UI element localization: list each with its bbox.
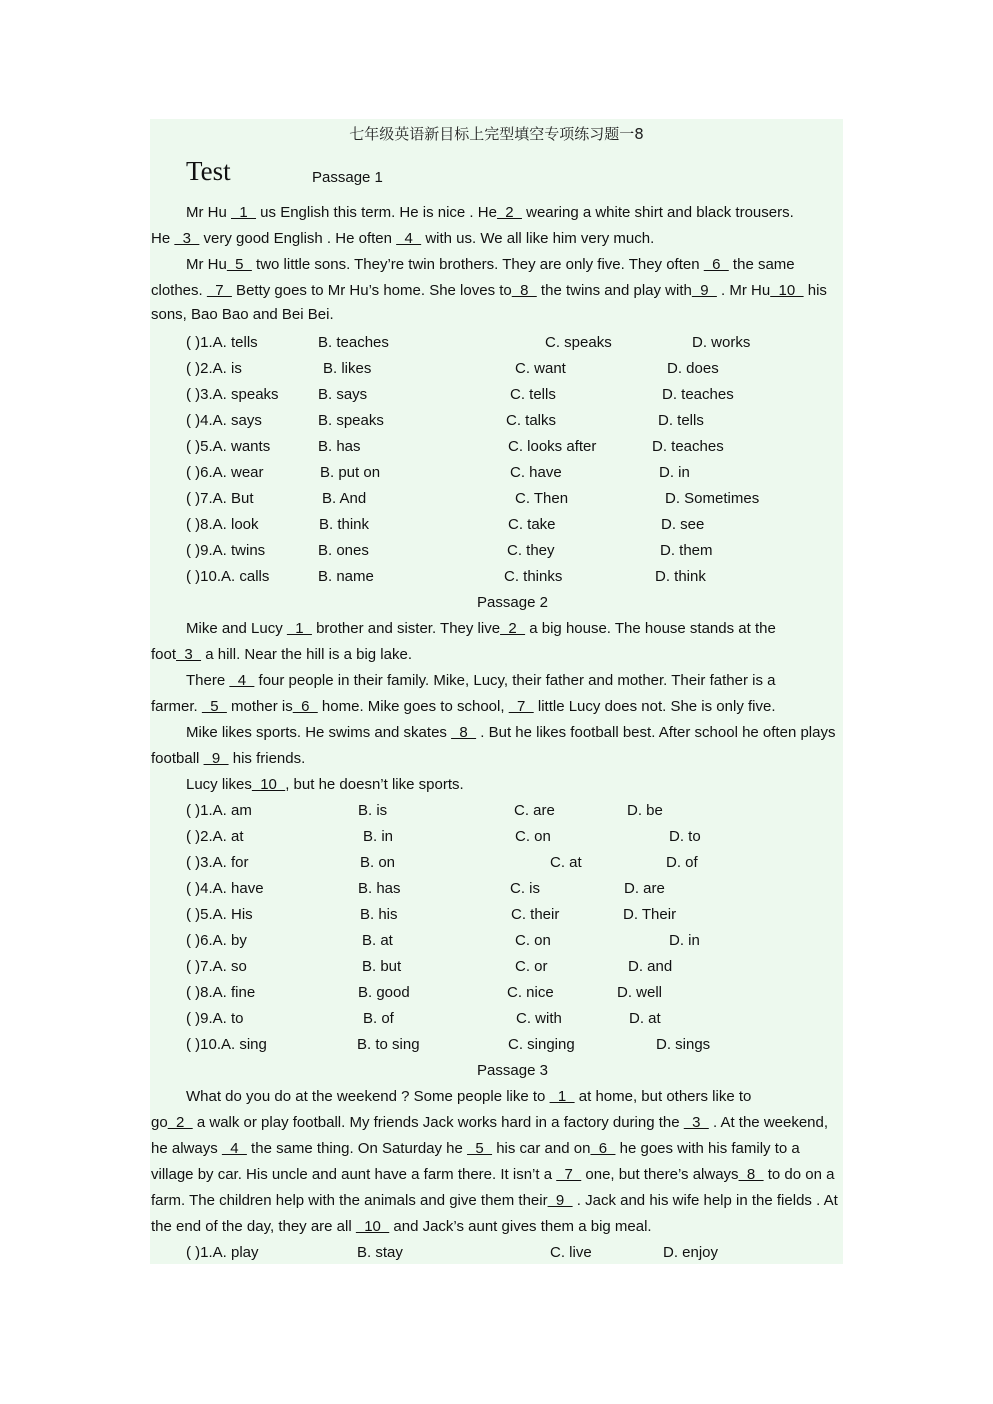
question-option: C. tells <box>510 386 556 403</box>
question-option: B. on <box>360 854 396 871</box>
question-option-a: ( )7.A. But <box>186 490 254 507</box>
passage-line <box>151 1166 834 1184</box>
answer-blank: 4 <box>229 672 255 689</box>
question-option-a: ( )9.A. twins <box>186 542 266 559</box>
question-option: B. to sing <box>357 1036 420 1053</box>
question-option: C. nice <box>507 984 554 1001</box>
question-option: D. of <box>666 854 698 871</box>
passage-text: farmer. <box>151 698 202 715</box>
question-option: B. put on <box>320 464 381 481</box>
passage-line <box>186 1088 751 1106</box>
passage-text: mother is <box>226 698 293 715</box>
question-option: B. in <box>363 828 394 845</box>
answer-blank: 6 <box>590 1140 616 1157</box>
passage-line <box>186 620 776 638</box>
question-option: D. enjoy <box>663 1244 719 1261</box>
question-option: D. in <box>659 464 690 481</box>
answer-blank: 8 <box>451 724 477 741</box>
passage-line <box>186 776 464 794</box>
passage-text: two little sons. They’re twin brothers. They are only five. They often <box>251 256 704 273</box>
question-option: B. likes <box>323 360 372 377</box>
passage-line <box>151 306 334 324</box>
passage-text: us English this term. He is nice . He <box>256 204 497 221</box>
question-option: B. ones <box>318 542 369 559</box>
passage-text: home. Mike goes to school, <box>317 698 509 715</box>
question-option: D. and <box>628 958 673 975</box>
passage-3-heading: Passage 3 <box>477 1062 548 1079</box>
answer-blank: 5 <box>226 256 252 273</box>
passage-line <box>151 1114 828 1132</box>
passage-text: . Jack and his wife help in the fields . At <box>572 1192 838 1209</box>
passage-text: go <box>151 1114 168 1131</box>
passage-text: . At the weekend, <box>708 1114 829 1131</box>
passage-text: the same thing. On Saturday he <box>246 1140 468 1157</box>
passage-line <box>151 1192 838 1210</box>
passage-line <box>151 750 305 768</box>
answer-blank: 2 <box>167 1114 193 1131</box>
question-option: B. of <box>363 1010 394 1027</box>
passage-text: sons, Bao Bao and Bei Bei. <box>151 306 334 323</box>
answer-blank: 2 <box>500 620 526 637</box>
question-option-a: ( )6.A. wear <box>186 464 264 481</box>
question-option: C. thinks <box>504 568 563 585</box>
passage-text: Lucy likes <box>186 776 252 793</box>
question-option-a: ( )5.A. wants <box>186 438 271 455</box>
answer-blank: 10 <box>355 1218 390 1235</box>
question-option: D. teaches <box>652 438 724 455</box>
question-option: D. them <box>660 542 713 559</box>
passage-line <box>151 282 827 300</box>
question-option: B. says <box>318 386 368 403</box>
question-option: C. live <box>550 1244 592 1261</box>
passage-text: one, but there’s always <box>581 1166 739 1183</box>
passage-text: the same <box>728 256 795 273</box>
question-option: C. they <box>507 542 555 559</box>
question-option: D. are <box>624 880 665 897</box>
question-option: C. looks after <box>508 438 597 455</box>
question-option: B. And <box>322 490 367 507</box>
question-option: B. stay <box>357 1244 403 1261</box>
passage-text: foot <box>151 646 177 663</box>
question-option: D. at <box>629 1010 661 1027</box>
question-option: D. does <box>667 360 719 377</box>
answer-blank: 1 <box>231 204 257 221</box>
answer-blank: 7 <box>556 1166 582 1183</box>
passage-text: a big house. The house stands at the <box>525 620 776 637</box>
answer-blank: 7 <box>206 282 232 299</box>
question-option: B. name <box>318 568 374 585</box>
question-option: C. take <box>508 516 556 533</box>
question-option: C. singing <box>508 1036 575 1053</box>
question-option: C. on <box>515 932 551 949</box>
passage-text: four people in their family. Mike, Lucy, their father and mother. Their father is a <box>254 672 776 689</box>
question-option: B. has <box>358 880 401 897</box>
passage-text: football <box>151 750 204 767</box>
question-option: D. in <box>669 932 700 949</box>
answer-blank: 9 <box>203 750 229 767</box>
question-option: D. Sometimes <box>665 490 760 507</box>
passage-text: brother and sister. They live <box>311 620 501 637</box>
answer-blank: 6 <box>292 698 318 715</box>
question-option: D. to <box>669 828 701 845</box>
passage-line <box>151 698 776 716</box>
passage-text: Betty goes to Mr Hu’s home. She loves to <box>231 282 512 299</box>
question-option-a: ( )5.A. His <box>186 906 253 923</box>
question-option: C. or <box>515 958 548 975</box>
question-option-a: ( )4.A. says <box>186 412 262 429</box>
passage-text: a walk or play football. My friends Jack works hard in a factory during the <box>192 1114 684 1131</box>
question-option: B. good <box>358 984 410 1001</box>
question-option: D. think <box>655 568 706 585</box>
passage-text: clothes. <box>151 282 207 299</box>
test-heading: Test <box>186 156 231 186</box>
passage-line <box>186 256 795 274</box>
question-option: C. talks <box>506 412 557 429</box>
answer-blank: 2 <box>496 204 522 221</box>
question-option: D. works <box>692 334 751 351</box>
question-option-a: ( )2.A. at <box>186 828 244 845</box>
passage-text: his friends. <box>228 750 306 767</box>
answer-blank: 4 <box>221 1140 247 1157</box>
passage-text: Mike and Lucy <box>186 620 287 637</box>
passage-text: very good English . He often <box>199 230 397 247</box>
answer-blank: 7 <box>508 698 534 715</box>
passage-text: village by car. His uncle and aunt have a farm there. It isn’t a <box>151 1166 557 1183</box>
answer-blank: 6 <box>703 256 729 273</box>
passage-text: to do on a <box>763 1166 835 1183</box>
question-option: B. has <box>318 438 361 455</box>
page-title: 七年级英语新目标上完型填空专项练习题一8 <box>349 125 644 143</box>
answer-blank: 8 <box>511 282 537 299</box>
answer-blank: 9 <box>691 282 717 299</box>
passage-text: little Lucy does not. She is only five. <box>533 698 776 715</box>
passage-text: he goes with his family to a <box>615 1140 800 1157</box>
answer-blank: 4 <box>396 230 422 247</box>
passage-text: his <box>803 282 827 299</box>
question-option: D. teaches <box>662 386 734 403</box>
passage-text: wearing a white shirt and black trousers. <box>521 204 794 221</box>
question-option-a: ( )3.A. for <box>186 854 249 871</box>
question-option-a: ( )8.A. look <box>186 516 259 533</box>
passage-line <box>151 1140 800 1158</box>
passage-text: . But he likes football best. After school he often plays <box>476 724 836 741</box>
passage-text: he always <box>151 1140 222 1157</box>
passage-text: with us. We all like him very much. <box>421 230 655 247</box>
question-option: C. want <box>515 360 566 377</box>
question-option: C. on <box>515 828 551 845</box>
passage-line <box>151 230 654 248</box>
passage-text: and Jack’s aunt gives them a big meal. <box>389 1218 652 1235</box>
question-option-a: ( )10.A. sing <box>186 1036 267 1053</box>
passage-text: a hill. Near the hill is a big lake. <box>201 646 412 663</box>
question-option: D. Their <box>623 906 677 923</box>
answer-blank: 1 <box>549 1088 575 1105</box>
question-option: B. speaks <box>318 412 384 429</box>
question-option: B. teaches <box>318 334 389 351</box>
passage-text: , but he doesn’t like sports. <box>285 776 464 793</box>
question-option: B. at <box>362 932 393 949</box>
passage-text: the end of the day, they are all <box>151 1218 356 1235</box>
passage-line <box>186 672 775 690</box>
question-option: B. is <box>358 802 388 819</box>
question-option-a: ( )1.A. play <box>186 1244 259 1261</box>
question-option: B. think <box>319 516 370 533</box>
passage-line <box>186 204 794 222</box>
passage-text: Mr Hu <box>186 204 231 221</box>
answer-blank: 10 <box>770 282 804 299</box>
question-option: C. Then <box>515 490 569 507</box>
question-option-a: ( )6.A. by <box>186 932 247 949</box>
passage-text: Mr Hu <box>186 256 227 273</box>
question-option: C. at <box>550 854 582 871</box>
question-option: D. see <box>661 516 705 533</box>
passage-text: the twins and play with <box>536 282 692 299</box>
passage-line <box>151 1218 652 1236</box>
question-option: C. their <box>511 906 560 923</box>
answer-blank: 3 <box>176 646 202 663</box>
passage-text: What do you do at the weekend ? Some people like to <box>186 1088 550 1105</box>
question-option-a: ( )1.A. am <box>186 802 252 819</box>
question-option: D. be <box>627 802 663 819</box>
worksheet-page <box>150 119 843 1264</box>
question-option: D. sings <box>656 1036 711 1053</box>
passage-text: . Mr Hu <box>716 282 771 299</box>
passage-text: He <box>151 230 175 247</box>
answer-blank: 3 <box>683 1114 709 1131</box>
question-option-a: ( )10.A. calls <box>186 568 270 585</box>
answer-blank: 3 <box>174 230 200 247</box>
passage-line <box>151 646 412 664</box>
answer-blank: 10 <box>251 776 286 793</box>
question-option: B. but <box>362 958 402 975</box>
question-option: D. well <box>617 984 663 1001</box>
answer-blank: 8 <box>738 1166 764 1183</box>
passage-text: There <box>186 672 230 689</box>
question-option-a: ( )1.A. tells <box>186 334 258 351</box>
passage-text: Mike likes sports. He swims and skates <box>186 724 452 741</box>
question-option: B. his <box>360 906 398 923</box>
answer-blank: 5 <box>467 1140 493 1157</box>
passage-2-heading: Passage 2 <box>477 594 548 611</box>
answer-blank: 9 <box>547 1192 573 1209</box>
question-option: C. speaks <box>545 334 612 351</box>
question-option: C. are <box>514 802 555 819</box>
question-option-a: ( )7.A. so <box>186 958 247 975</box>
answer-blank: 5 <box>201 698 227 715</box>
question-option-a: ( )3.A. speaks <box>186 386 279 403</box>
passage-line <box>186 724 835 742</box>
question-option-a: ( )4.A. have <box>186 880 264 897</box>
passage-text: at home, but others like to <box>574 1088 752 1105</box>
passage-1-heading: Passage 1 <box>312 169 383 186</box>
answer-blank: 1 <box>286 620 312 637</box>
question-option: C. have <box>510 464 562 481</box>
passage-text: farm. The children help with the animals and give them their <box>151 1192 548 1209</box>
question-option: C. is <box>510 880 540 897</box>
question-option-a: ( )9.A. to <box>186 1010 244 1027</box>
question-option-a: ( )2.A. is <box>186 360 242 377</box>
question-option-a: ( )8.A. fine <box>186 984 256 1001</box>
question-option: D. tells <box>658 412 704 429</box>
passage-text: his car and on <box>492 1140 591 1157</box>
question-option: C. with <box>516 1010 562 1027</box>
